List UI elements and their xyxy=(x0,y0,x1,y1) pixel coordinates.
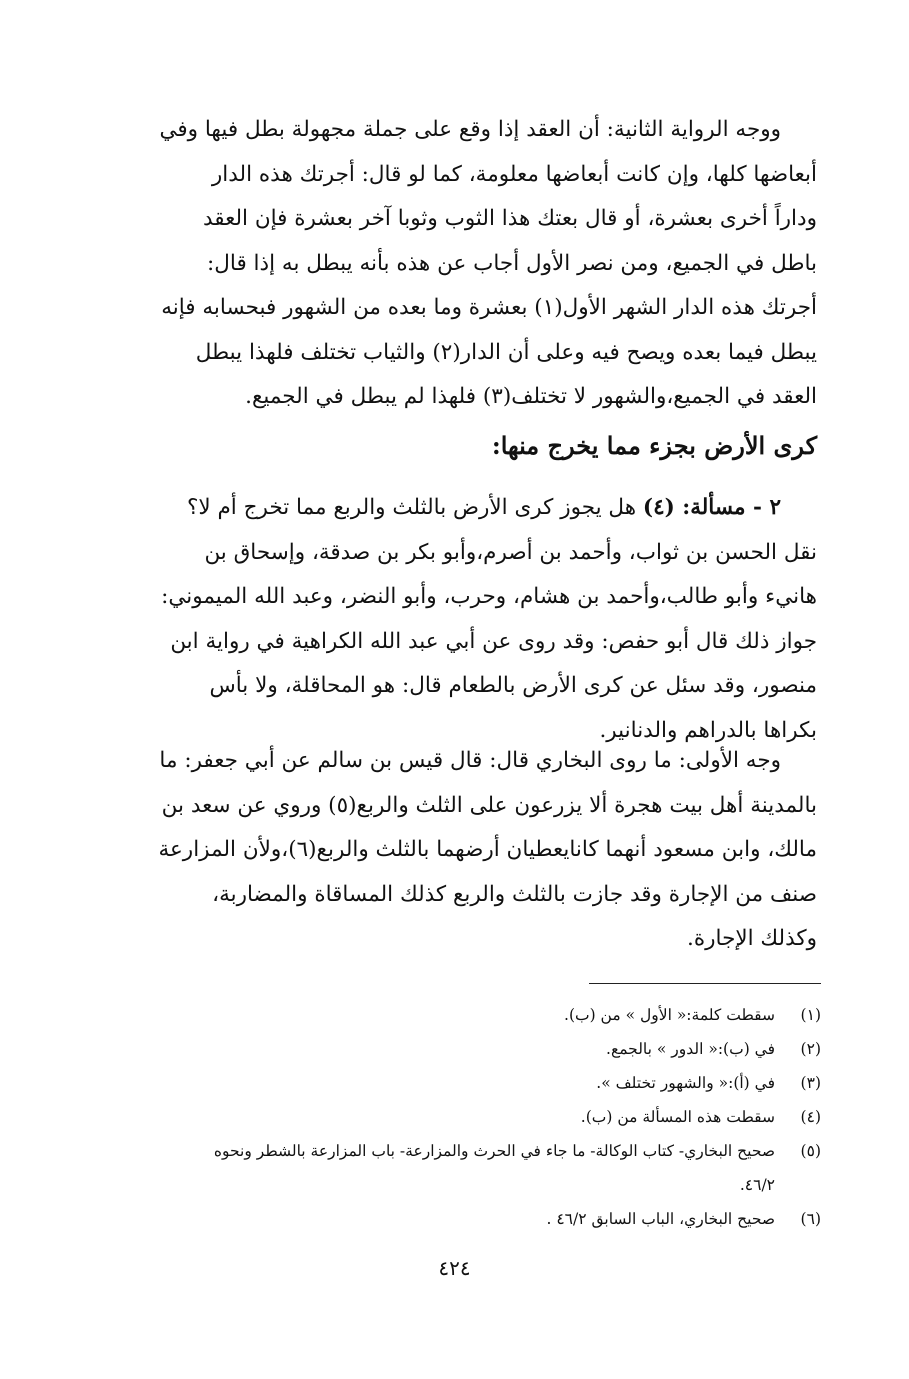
footnote-number xyxy=(775,1168,821,1202)
footnote-number: (١) xyxy=(800,1006,821,1024)
footnote-number: (٢) xyxy=(800,1040,821,1058)
footnote-text: سقطت هذه المسألة من (ب). xyxy=(580,1108,775,1126)
footnote-text: صحيح البخاري، الباب السابق ٤٦/٢ . xyxy=(546,1210,775,1228)
paragraph-second-narration xyxy=(87,108,817,420)
text-line: مالك، وابن مسعود أنهما كانايعطيان أرضهما بالثلث والربع(٦)،ولأن المزارعة xyxy=(158,837,817,862)
text-line: صنف من الإجارة وقد جازت بالثلث والربع كذلك المساقاة والمضاربة، xyxy=(212,881,817,907)
footnote-number: (٦) xyxy=(800,1210,821,1228)
footnote xyxy=(81,1202,821,1236)
text-line: أبعاضها كلها، وإن كانت أبعاضها معلومة، كما لو قال: أجرتك هذه الدار xyxy=(211,161,817,187)
text-line: منصور، وقد سئل عن كرى الأرض بالطعام قال: هو المحاقلة، ولا بأس xyxy=(209,673,817,698)
footnote xyxy=(81,1100,821,1134)
paragraph-masala xyxy=(87,486,817,753)
masala-question: هل يجوز كرى الأرض بالثلث والربع مما تخرج أم لا؟ xyxy=(186,495,637,520)
text-line: العقد في الجميع،والشهور لا تختلف(٣) فلهذا لم يبطل في الجميع. xyxy=(245,384,817,409)
text-line: ووجه الرواية الثانية: أن العقد إذا وقع على جملة مجهولة بطل فيها وفي xyxy=(159,117,781,142)
section-heading: كرى الأرض بجزء مما يخرج منها: xyxy=(491,431,817,460)
footnote-text: في (ب):« الدور » بالجمع. xyxy=(606,1040,775,1058)
footnotes xyxy=(81,998,821,1236)
page-number: ٤٢٤ xyxy=(438,1256,471,1280)
text-line: أجرتك هذه الدار الشهر الأول(١) بعشرة وما بعده من الشهور فبحسابه فإنه xyxy=(161,295,817,320)
footnote-text: ٤٦/٢. xyxy=(739,1176,775,1194)
paragraph-first-narration xyxy=(87,739,817,962)
footnote-text: سقطت كلمة:« الأول » من (ب). xyxy=(564,1006,775,1024)
text-line: وجه الأولى: ما روى البخاري قال: قال قيس بن سالم عن أبي جعفر: ما xyxy=(159,748,781,773)
footnote xyxy=(81,1134,821,1168)
footnote xyxy=(81,1032,821,1066)
footnote-text: في (أ):« والشهور تختلف ». xyxy=(596,1074,775,1092)
footnote-continuation xyxy=(81,1168,821,1202)
text-line: وكذلك الإجارة. xyxy=(687,926,817,951)
text-line: بالمدينة أهل بيت هجرة ألا يزرعون على الثلث والربع(٥) وروي عن سعد بن xyxy=(161,792,817,818)
footnote-number: (٣) xyxy=(800,1074,821,1092)
text-line: هانيء وأبو طالب،وأحمد بن هشام، وحرب، وأبو النضر، وعبد الله الميموني: xyxy=(161,584,817,609)
footnote xyxy=(81,998,821,1032)
footnote-divider xyxy=(589,983,821,984)
text-line: نقل الحسن بن ثواب، وأحمد بن أصرم،وأبو بكر بن صدقة، وإسحاق بن xyxy=(204,539,817,565)
text-line: وداراً أخرى بعشرة، أو قال بعتك هذا الثوب وثوبا آخر بعشرة فإن العقد xyxy=(202,206,817,231)
text-line: باطل في الجميع، ومن نصر الأول أجاب عن هذه بأنه يبطل به إذا قال: xyxy=(207,250,817,276)
text-line: جواز ذلك قال أبو حفص: وقد روى عن أبي عبد الله الكراهية في رواية ابن xyxy=(170,628,817,654)
footnote-number: (٥) xyxy=(800,1142,821,1160)
footnote-text: صحيح البخاري- كتاب الوكالة- ما جاء في الحرث والمزارعة- باب المزارعة بالشطر ونحوه xyxy=(213,1142,775,1160)
footnote xyxy=(81,1066,821,1100)
footnote-number: (٤) xyxy=(800,1108,821,1126)
text-line xyxy=(87,486,817,531)
text-line: بكراها بالدراهم والدنانير. xyxy=(599,717,817,743)
text-line: يبطل فيما بعده ويصح فيه وعلى أن الدار(٢) والثياب تختلف فلهذا يبطل xyxy=(195,339,817,365)
masala-label: ٢ - مسألة: (٤) xyxy=(642,495,781,520)
